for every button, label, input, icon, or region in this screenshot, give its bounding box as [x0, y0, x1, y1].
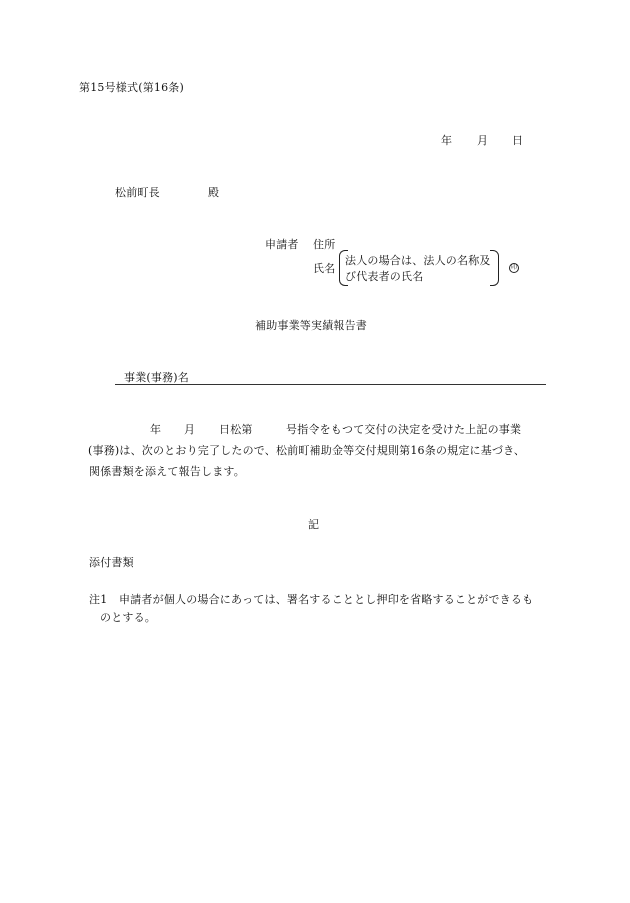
- address-label: 住所: [313, 238, 336, 251]
- addressee-title: 松前町長: [115, 186, 160, 199]
- body-year: 年: [150, 423, 162, 436]
- attachments-label: 添付書類: [89, 556, 134, 569]
- body-line2: (事務)は、次のとおり完了したので、松前町補助金等交付規則第16条の規定に基づき、: [88, 444, 526, 457]
- applicant-label: 申請者: [265, 238, 299, 251]
- body-day-ref: 日松第: [219, 423, 253, 436]
- seal-mark: 印: [510, 264, 517, 271]
- right-bracket: [490, 250, 499, 286]
- addressee-honorific: 殿: [208, 186, 220, 199]
- note-line2: のとする。: [100, 611, 156, 624]
- name-note-line2: び代表者の氏名: [345, 270, 424, 283]
- body-line3: 関係書類を添えて報告します。: [89, 465, 245, 478]
- project-name-label: 事業(事務)名: [124, 371, 189, 384]
- ki-heading: 記: [308, 518, 320, 531]
- form-number: 第15号様式(第16条): [79, 81, 184, 94]
- date-year: 年: [441, 134, 453, 147]
- body-month: 月: [184, 423, 196, 436]
- name-note-line1: 法人の場合は、法人の名称及: [345, 254, 491, 267]
- date-day: 日: [512, 134, 524, 147]
- date-month: 月: [477, 134, 489, 147]
- project-name-underline: [115, 384, 546, 385]
- note-prefix: 注1: [89, 593, 108, 606]
- document-title: 補助事業等実績報告書: [255, 319, 367, 332]
- note-line1: 申請者が個人の場合にあっては、署名することとし押印を省略することができるも: [119, 593, 534, 606]
- body-line1-rest: 号指令をもつて交付の決定を受けた上記の事業: [286, 423, 522, 436]
- name-label: 氏名: [313, 262, 336, 275]
